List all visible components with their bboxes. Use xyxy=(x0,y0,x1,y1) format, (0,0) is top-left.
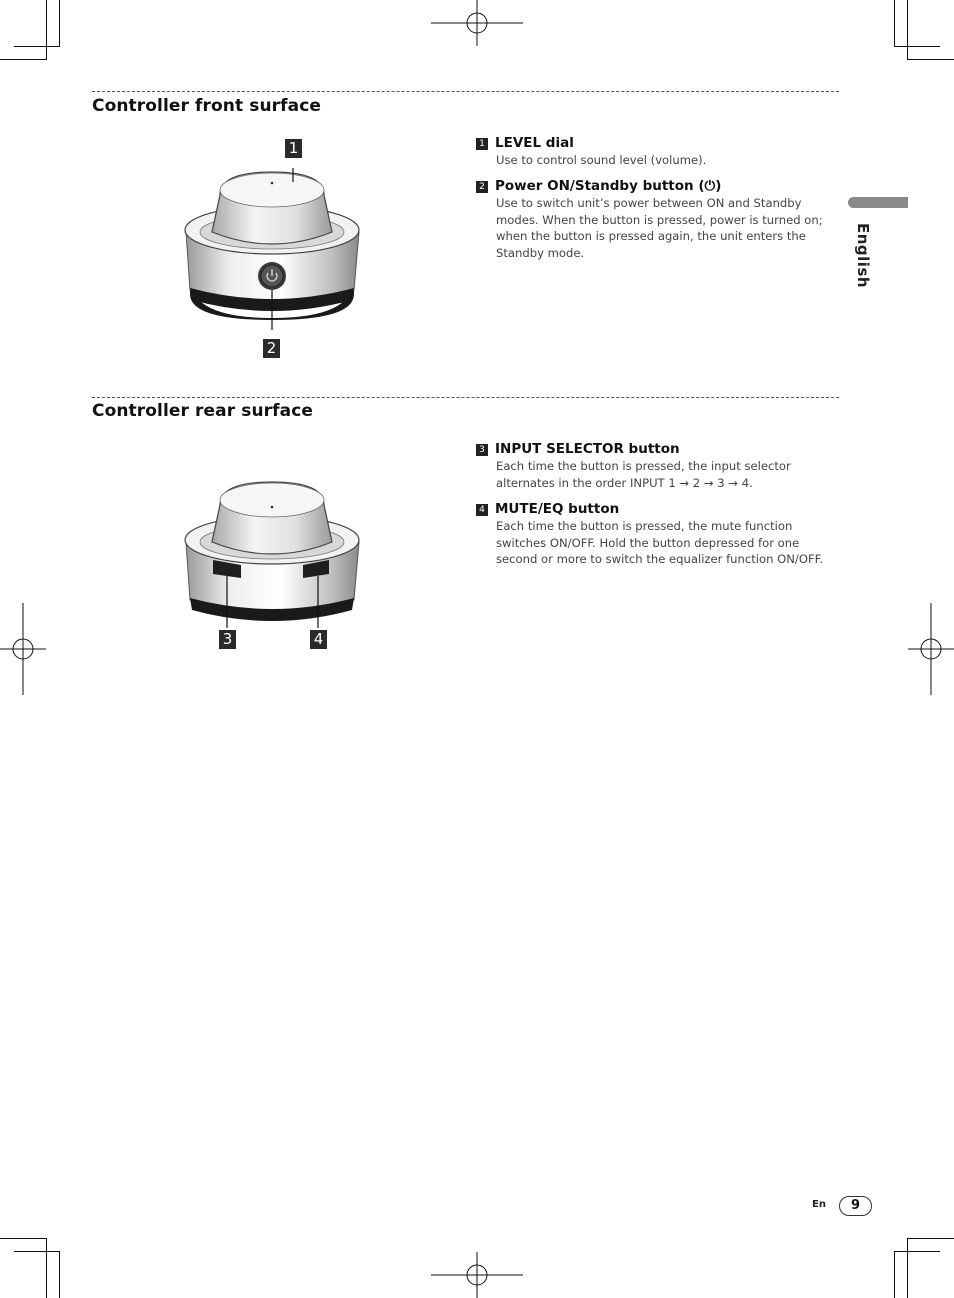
footer-language: En xyxy=(812,1199,826,1210)
item-title: Power ON/Standby button (⏻) xyxy=(495,178,722,194)
language-tab xyxy=(848,197,908,208)
section-divider xyxy=(92,397,839,398)
item-description: Each time the button is pressed, the input selector alternates in the order INPUT 1 → 2 → 3 → 4. xyxy=(496,459,791,490)
item-title: MUTE/EQ button xyxy=(495,501,620,517)
item-description: Each time the button is pressed, the mute function switches ON/OFF. Hold the button depressed for one second or more to switch the equalizer function ON/OFF. xyxy=(496,519,824,566)
item-title: INPUT SELECTOR button xyxy=(495,441,680,457)
front-section-title: Controller front surface xyxy=(92,96,322,116)
item-description: Use to switch unit’s power between ON and Standby modes. When the button is pressed, power is turned on; when the button is pressed again, the unit enters the Standby mode. xyxy=(496,196,823,260)
item-number: 3 xyxy=(476,444,488,456)
callout-1: 1 xyxy=(285,139,302,158)
item-number: 2 xyxy=(476,181,488,193)
callout-4: 4 xyxy=(310,630,327,649)
front-item-1 xyxy=(476,134,841,169)
rear-item-3 xyxy=(476,440,841,491)
rear-controller-illustration xyxy=(180,470,370,630)
front-controller-illustration xyxy=(180,160,370,330)
rear-section-title: Controller rear surface xyxy=(92,401,314,421)
language-label: English xyxy=(854,223,872,289)
front-item-2 xyxy=(476,177,841,261)
callout-3: 3 xyxy=(219,630,236,649)
item-title: LEVEL dial xyxy=(495,135,574,151)
item-number: 4 xyxy=(476,504,488,516)
rear-item-4 xyxy=(476,500,841,568)
item-description: Use to control sound level (volume). xyxy=(496,153,707,167)
item-number: 1 xyxy=(476,138,488,150)
section-divider xyxy=(92,91,839,92)
page-number: 9 xyxy=(839,1196,872,1216)
callout-2: 2 xyxy=(263,339,280,358)
